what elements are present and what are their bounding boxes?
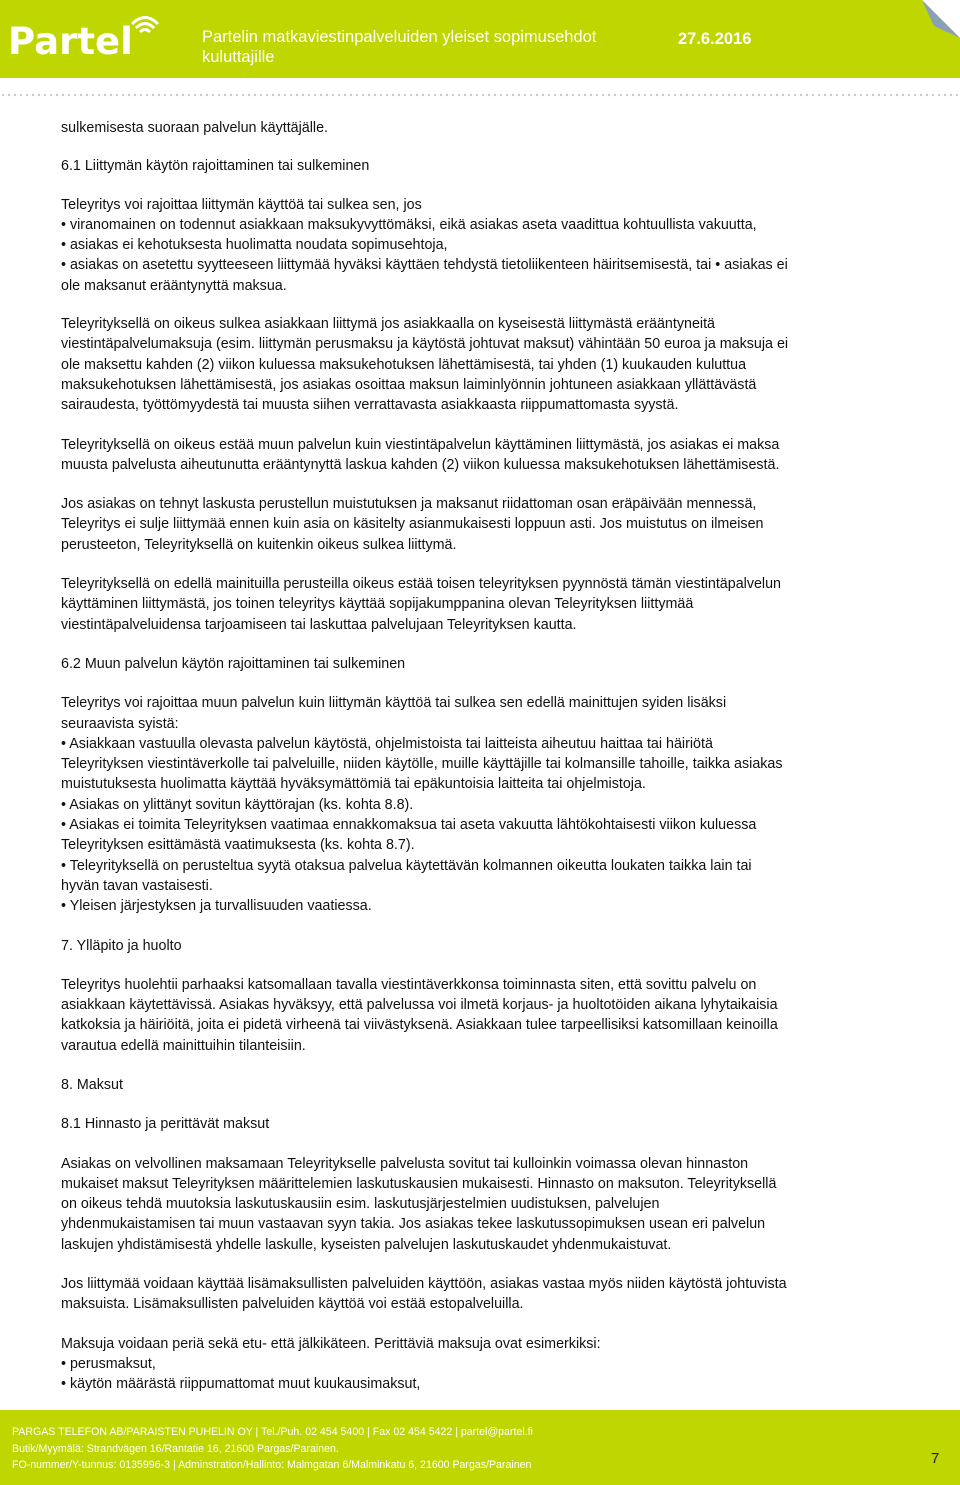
paragraph: Maksuja voidaan periä sekä etu- että jälkikäteen. Perittäviä maksuja ovat esimerkiksi: • perusmaksut, • käytön määrästä riippumattomat muut kuukausimaksut, (61, 1335, 601, 1393)
footer-line: Butik/Myymälä: Strandvägen 16/Rantatie 16, 21600 Pargas/Parainen. (12, 1442, 339, 1455)
document-date: 27.6.2016 (678, 30, 752, 48)
paragraph: Teleyrityksellä on oikeus estää muun palvelun kuin viestintäpalvelun käyttäminen liittymästä, jos asiakas ei maksa muusta palvelusta aiheutunutta erääntynyttä laskua kahden (2) viikon kuluessa maksukehotuksen lähettämisestä. (61, 436, 780, 473)
document-title: Partelin matkaviestinpalveluiden yleiset sopimusehdot kuluttajille (202, 28, 597, 66)
page-header (0, 0, 960, 78)
paragraph: Jos liittymää voidaan käyttää lisämaksullisten palveluiden käyttöön, asiakas vastaa myös niiden käytöstä johtuvista maksuista. Lisämaksullisten palveluiden käyttöä voi estää estopalveluilla. (61, 1276, 787, 1313)
section-heading: 7. Ylläpito ja huolto (61, 937, 182, 954)
paragraph: Teleyritys voi rajoittaa liittymän käyttöä tai sulkea sen, jos • viranomainen on todennut asiakkaan maksukyvyttömäksi, eikä asiakas aseta vaadittua kohtuullista vakuutta, • asiakas ei kehotuksesta huolimatta noudata sopimusehtoja, • asiakas on asetettu syytteeseen liittymää hyväksi käyttäen tehdystä tietoliikenteen häiritsemisestä, tai • asiakas ei ole maksanut erääntynyttä maksua. (61, 196, 788, 294)
wifi-arc-icon (104, 10, 164, 50)
section-heading: 6.2 Muun palvelun käytön rajoittaminen tai sulkeminen (61, 655, 406, 672)
page-curl-icon (922, 0, 960, 38)
footer-line: FO-nummer/Y-tunnus: 0135996-3 | Adminstration/Hallinto: Malmgatan 6/Malminkatu 6, 21600 Pargas/Parainen (12, 1459, 532, 1471)
page-number: 7 (931, 1450, 940, 1467)
partel-logo (8, 10, 178, 66)
paragraph: Teleyritys voi rajoittaa muun palvelun kuin liittymän käyttöä tai sulkea sen edellä mainittujen syiden lisäksi seuraavista syistä: • Asiakkaan vastuulla olevasta palvelun käytöstä, ohjelmistoista tai laitteista aiheutuu haittaa tai häiriötä Teleyrityksen viestintäverkolle tai palveluille, niiden käytölle, muille käyttäjille tai kolmansille tahoille, taikka asiakas muistutuksesta huolimatta käyttää hyväksymättömiä tai epäkuntoisia laitteita tai ohjelmistoja. • Asiakas on ylittänyt sovitun käyttörajan (ks. kohta 8.8). • Asiakas ei toimita Teleyrityksen vaatimaa ennakkomaksua tai aseta vakuutta lähtökohtaisesti viikon kuluessa Teleyrityksen esittämästä vaatimuksesta (ks. kohta 8.7). • Teleyrityksellä on perusteltua syytä otaksua palvelua käytettävän kolmannen oikeutta loukaten taikka lain tai hyvän tavan vastaisesti. • Yleisen järjestyksen ja turvallisuuden vaatiessa. (61, 695, 783, 915)
header-divider (0, 92, 960, 98)
paragraph: sulkemisesta suoraan palvelun käyttäjälle. (61, 120, 329, 136)
paragraph: Jos asiakas on tehnyt laskusta perustellun muistutuksen ja maksanut riidattoman osan eräpäivään mennessä, Teleyritys ei sulje liittymää ennen kuin asia on käsitelty asianmukaisesti loppuun asti. Jos muistutus on ilmeisen perusteeton, Teleyrityksellä on kuitenkin oikeus sulkea liittymä. (61, 496, 764, 553)
footer-contact (12, 1424, 533, 1474)
paragraph: Teleyritys huolehtii parhaaksi katsomallaan tavalla viestintäverkkonsa toiminnasta siten, että sovittu palvelu on asiakkaan käytettävissä. Asiakas hyväksyy, että palvelussa voi ilmetä korjaus- ja huoltotöiden aikana lyhytaikaisia katkoksia ja häiriöitä, joita ei pidetä virheenä tai viivästyksenä. Asiakkaan tulee tarpeellisiksi katsomillaan keinoilla varautua edellä mainittuihin tilanteisiin. (61, 976, 778, 1054)
paragraph: Teleyrityksellä on oikeus sulkea asiakkaan liittymä jos asiakkaalla on kyseisestä liittymästä erääntyneitä viestintäpalvelumaksuja (esim. liittymän perusmaksu ja käytöstä johtuvat maksut) vähintään 50 euroa ja maksuja ei ole maksettu kahden (2) viikon kuluessa maksukehotuksen lähettämisestä, tai yhden (1) kuukauden kuluttua maksukehotuksen lähettämisestä, jos asiakas osoittaa maksun laiminlyönnin johtuneen asiakkaan yllättävästä sairaudesta, työttömyydestä tai muusta siihen verrattavasta asiakkaasta riippumattomasta syystä. (61, 316, 789, 414)
section-heading: 8. Maksut (61, 1076, 123, 1093)
footer-line: PARGAS TELEFON AB/PARAISTEN PUHELIN OY | Tel./Puh. 02 454 5400 | Fax 02 454 5422 | partel@partel.fi (12, 1426, 533, 1438)
page-footer (0, 1410, 960, 1485)
section-heading: 6.1 Liittymän käytön rajoittaminen tai sulkeminen (61, 158, 370, 175)
section-heading: 8.1 Hinnasto ja perittävät maksut (61, 1116, 270, 1133)
logo-text: Partel (8, 20, 133, 63)
paragraph: Teleyrityksellä on edellä mainituilla perusteilla oikeus estää toisen teleyrityksen pyynnöstä tämän viestintäpalvelun käyttäminen liittymästä, jos toinen teleyritys käyttää sopijakumppanina olevan Teleyrityksen liittymää viestintäpalveluidensa tarjoamiseen tai laskuttaa palvelujaan Teleyrityksen kautta. (61, 576, 781, 633)
document-body (61, 118, 901, 1395)
paragraph: Asiakas on velvollinen maksamaan Teleyritykselle palvelusta sovitut tai kulloinkin voimassa olevan hinnaston mukaiset maksut Teleyrityksen määrittelemien laskutuskausien mukaisesti. Hinnasto on maksuton. Teleyrityksellä on oikeus tehdä muutoksia laskutuskausiin esim. laskutusjärjestelmien uudistuksen, palvelujen yhdenmukaistamisen tai muun vastaavan syyn takia. Jos asiakas tekee laskutussopimuksen usean eri palvelun laskujen yhdistämisestä yhdelle laskulle, kyseisten palvelujen laskutuskaudet yhdenmukaistuvat. (61, 1155, 777, 1253)
